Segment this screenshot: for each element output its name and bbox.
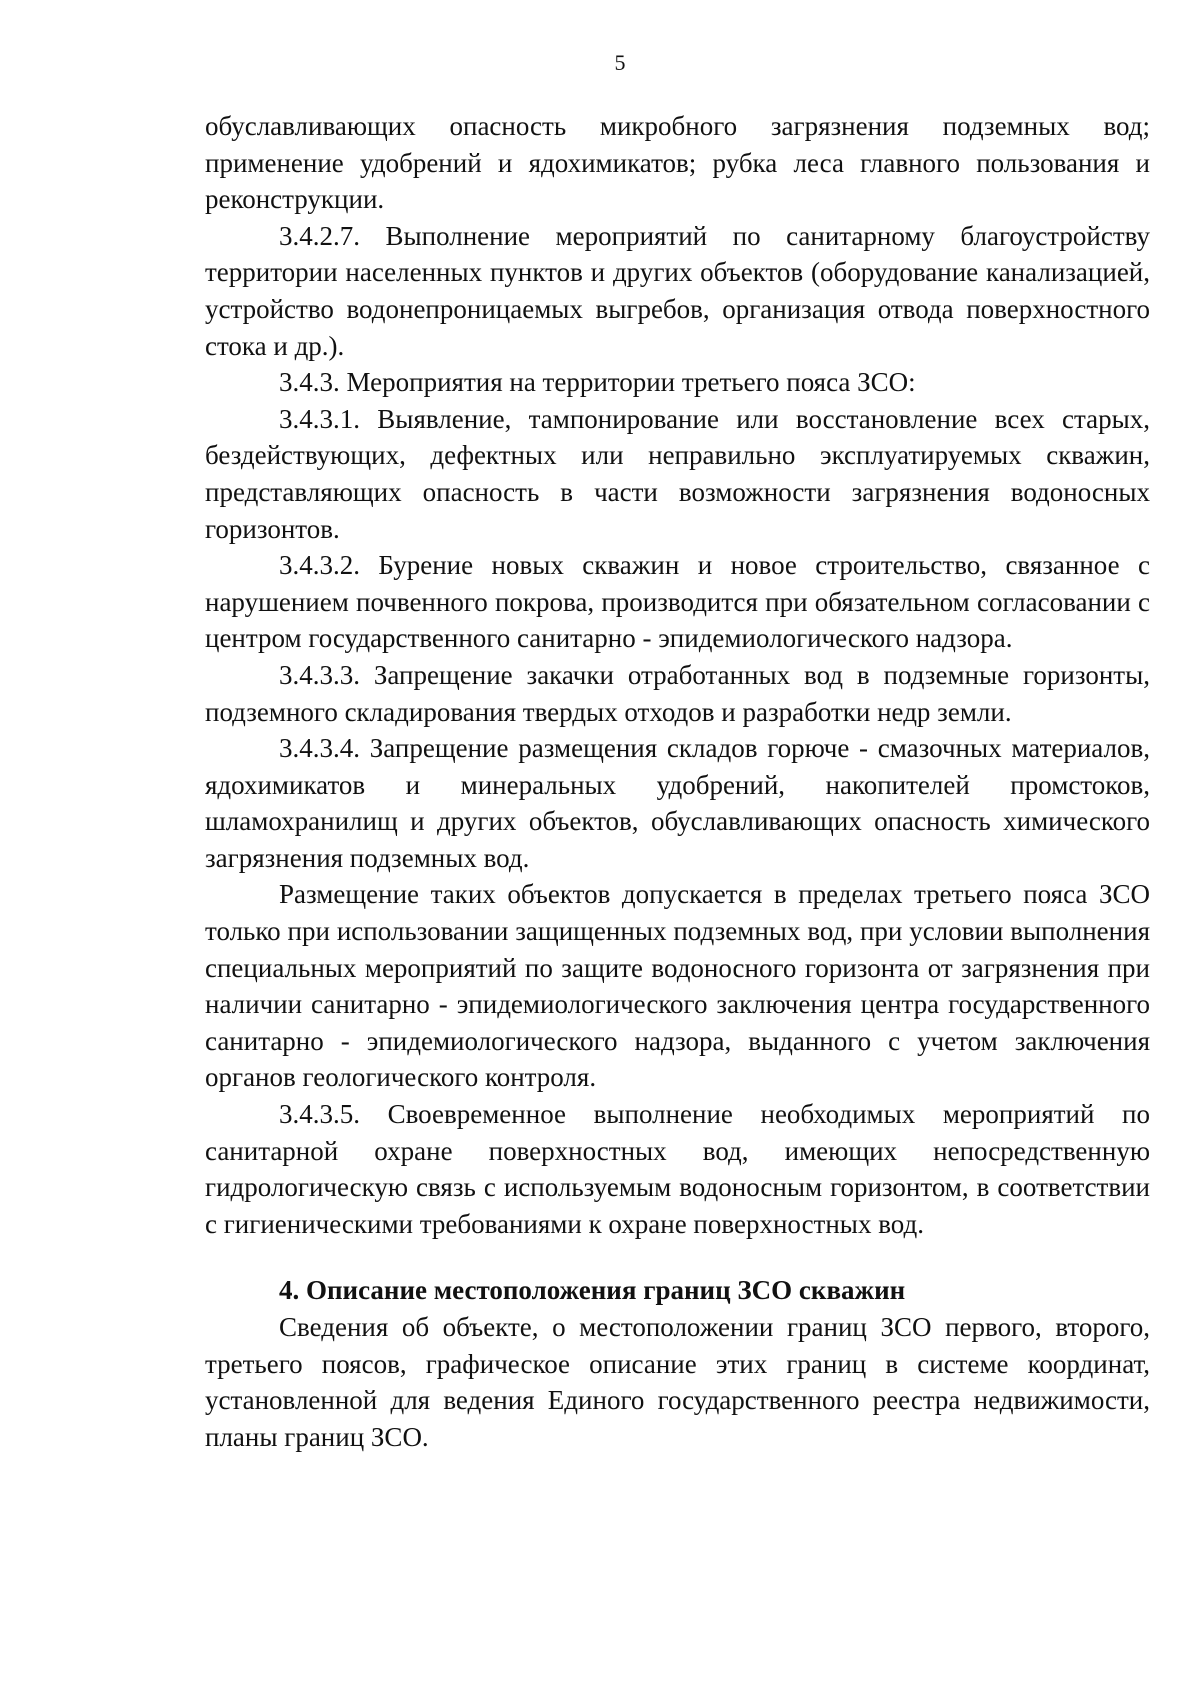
page-number: 5 — [614, 50, 626, 75]
paragraph-3-4-3-1: 3.4.3.1. Выявление, тампонирование или восстановление всех старых, бездействующих, дефектных или неправильно эксплуатируемых скважин, представляющих опасность в части возможности загрязнения водоносных горизонтов. — [205, 403, 1150, 544]
document-body — [205, 108, 1150, 1455]
paragraph-placement: Размещение таких объектов допускается в пределах третьего пояса ЗСО только при использовании защищенных подземных вод, при условии выполнения специальных мероприятий по защите водоносного горизонта от загрязнения при наличии санитарно - эпидемиологического заключения центра государственного санитарно - эпидемиологического надзора, выданного с учетом заключения органов геологического контроля. — [205, 879, 1150, 1093]
paragraph-3-4-3: 3.4.3. Мероприятия на территории третьего пояса ЗСО: — [279, 367, 916, 398]
paragraph-3-4-3-4: 3.4.3.4. Запрещение размещения складов горюче - смазочных материалов, ядохимикатов и минеральных удобрений, накопителей промстоков, шламохранилищ и других объектов, обуславливающих опасность химического загрязнения подземных вод. — [205, 733, 1150, 873]
section-spacer — [205, 1242, 1150, 1272]
paragraph-3-4-2-7: 3.4.2.7. Выполнение мероприятий по санитарному благоустройству территории населенных пунктов и других объектов (оборудование канализацией, устройство водонепроницаемых выгребов, организация отвода поверхностного стока и др.). — [205, 220, 1150, 361]
paragraph-3-4-3-3: 3.4.3.3. Запрещение закачки отработанных вод в подземные горизонты, подземного складирования твердых отходов и разработки недр земли. — [205, 659, 1150, 727]
paragraph-3-4-3-5: 3.4.3.5. Своевременное выполнение необходимых мероприятий по санитарной охране поверхностных вод, имеющих непосредственную гидрологическую связь с используемым водоносным горизонтом, в соответствии с гигиеническими требованиями к охране поверхностных вод. — [205, 1099, 1150, 1239]
paragraph-3-4-3-2: 3.4.3.2. Бурение новых скважин и новое строительство, связанное с нарушением почвенного покрова, производится при обязательном согласовании с центром государственного санитарно - эпидемиологического надзора. — [205, 550, 1150, 654]
paragraph-continuation: обуславливающих опасность микробного загрязнения подземных вод; применение удобрений и ядохимикатов; рубка леса главного пользования и реконструкции. — [205, 111, 1150, 215]
section-paragraph: Сведения об объекте, о местоположении границ ЗСО первого, второго, третьего поясов, графическое описание этих границ в системе координат, установленной для ведения Единого государственного реестра недвижимости, планы границ ЗСО. — [205, 1312, 1150, 1452]
section-heading: 4. Описание местоположения границ ЗСО скважин — [279, 1275, 906, 1306]
